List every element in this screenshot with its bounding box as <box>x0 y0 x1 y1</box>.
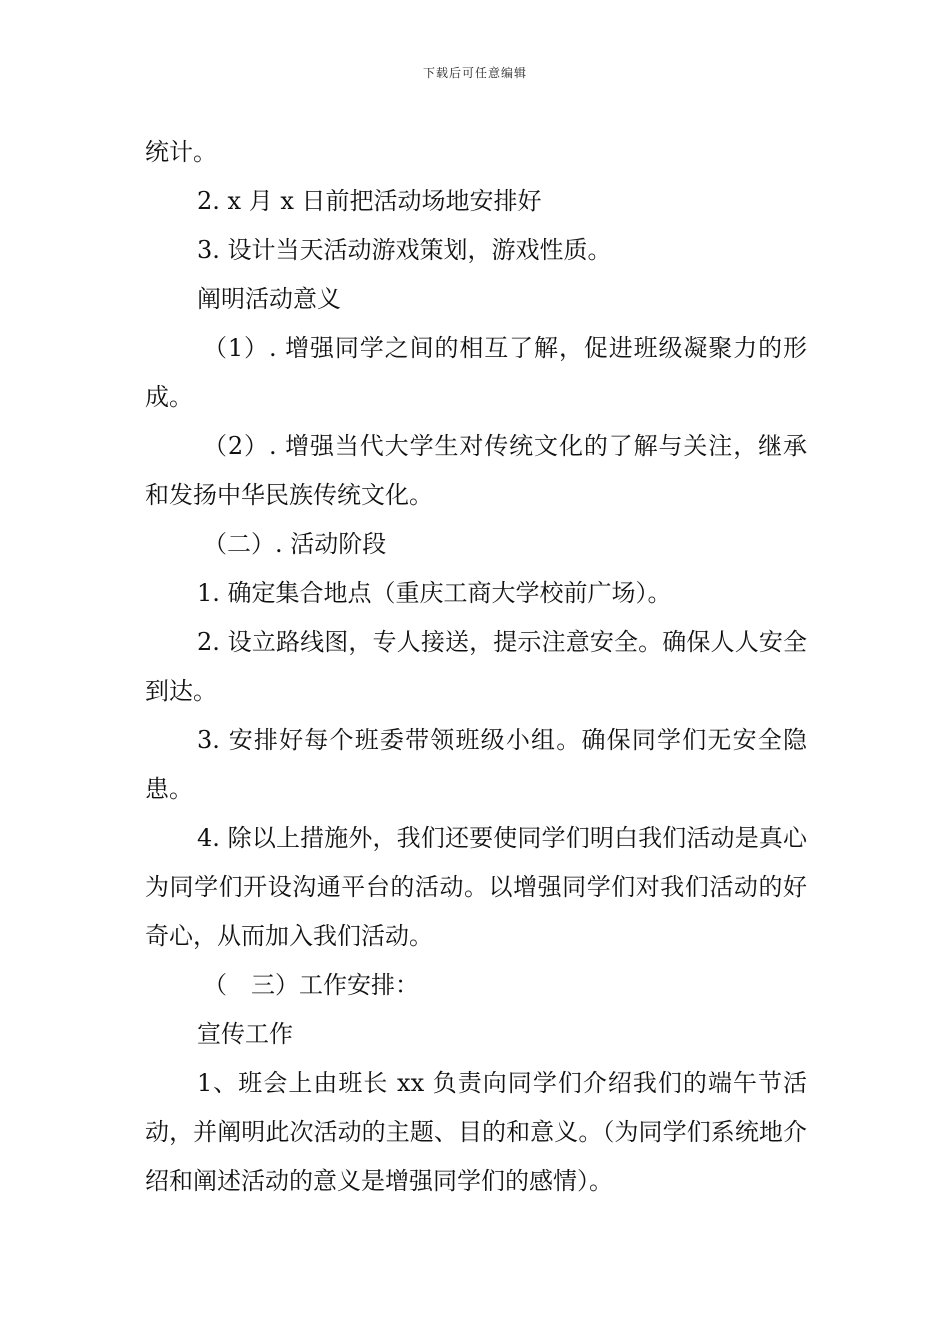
paragraph-stage-2: 2. 设立路线图，专人接送，提示注意安全。确保人人安全到达。 <box>145 628 807 705</box>
section-heading-activity-meaning: 阐明活动意义 <box>197 285 341 313</box>
section-heading-activity-stages: （二）. 活动阶段 <box>203 530 387 558</box>
paragraph-venue-arrangement: 2. x 月 x 日前把活动场地安排好 <box>197 187 542 215</box>
paragraph-stage-4: 4. 除以上措施外，我们还要使同学们明白我们活动是真心为同学们开设沟通平台的活动。以增强同学们对我们活动的好奇心，从而加入我们活动。 <box>145 824 807 950</box>
paragraph-statistics: 统计。 <box>145 138 217 166</box>
section-heading-publicity: 宣传工作 <box>197 1020 293 1048</box>
page-header: 下载后可任意编辑 <box>422 66 527 80</box>
paragraph-meaning-1: （1）. 增强同学之间的相互了解，促进班级凝聚力的形成。 <box>145 334 807 411</box>
paragraph-meaning-2: （2）. 增强当代大学生对传统文化的了解与关注，继承和发扬中华民族传统文化。 <box>145 432 807 509</box>
paragraph-game-planning: 3. 设计当天活动游戏策划，游戏性质。 <box>197 236 612 264</box>
paragraph-publicity-1: 1、班会上由班长 xx 负责向同学们介绍我们的端午节活动，并阐明此次活动的主题、目的和意义。（为同学们系统地介绍和阐述活动的意义是增强同学们的感情）。 <box>145 1069 807 1195</box>
section-heading-work-arrangement: （ 三）工作安排： <box>203 971 419 999</box>
paragraph-stage-1: 1. 确定集合地点（重庆工商大学校前广场）。 <box>197 579 672 607</box>
paragraph-stage-3: 3. 安排好每个班委带领班级小组。确保同学们无安全隐患。 <box>145 726 807 803</box>
document-body <box>145 128 807 1206</box>
